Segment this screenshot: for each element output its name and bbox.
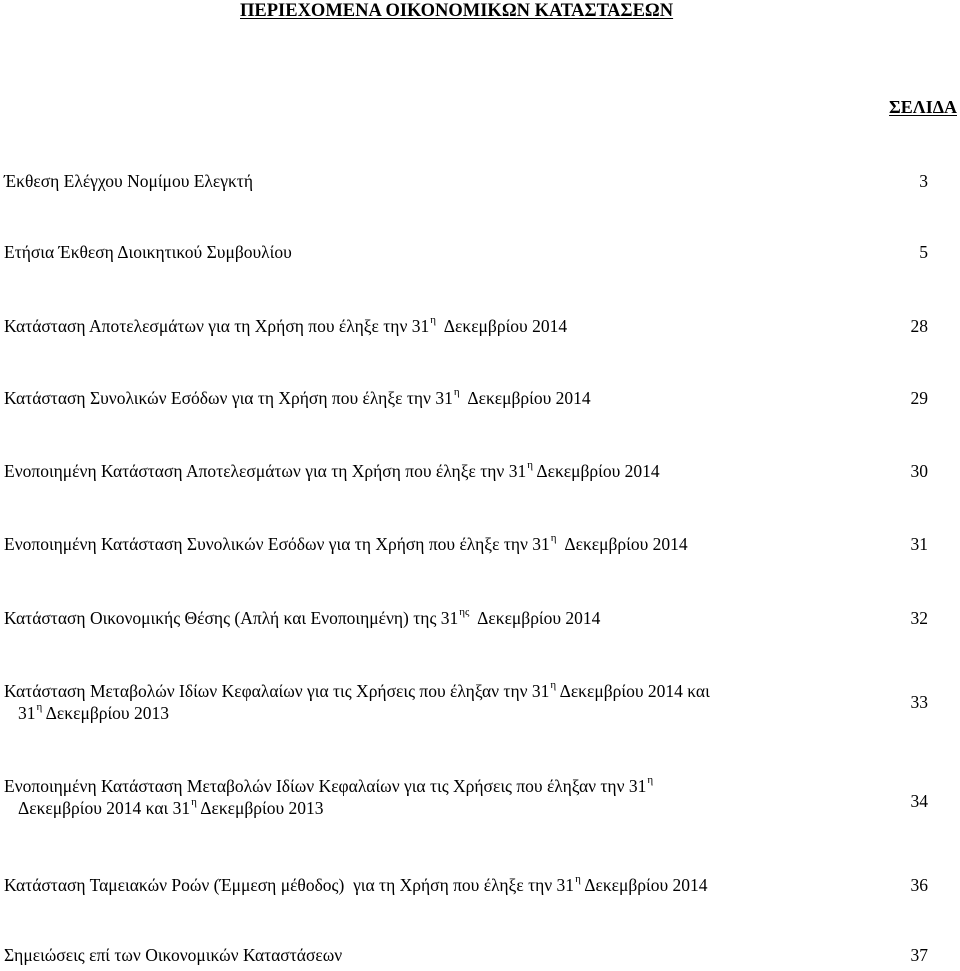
toc-entry-text-line2: Δεκεμβρίου 2014 και 31 [18, 798, 191, 818]
toc-entry-text: Ενοποιημένη Κατάσταση Συνολικών Εσόδων για τη Χρήση που έληξε την 31 [4, 534, 550, 554]
toc-entry-text-suffix: Δεκεμβρίου 2014 [459, 388, 591, 408]
page-column-header: ΣΕΛΙΔΑ [889, 97, 957, 117]
toc-entry-text-suffix: Δεκεμβρίου 2014 [532, 461, 660, 481]
toc-entry-text: Σημειώσεις επί των Οικονομικών Καταστάσεων [4, 945, 343, 965]
toc-entry-text: Ενοποιημένη Κατάσταση Μεταβολών Ιδίων Κεφαλαίων για τις Χρήσεις που έληξαν την 31 [4, 776, 647, 796]
toc-entry-title [4, 533, 874, 555]
page-title: ΠΕΡΙΕΧΟΜΕΝΑ ΟΙΚΟΝΟΜΙΚΩΝ ΚΑΤΑΣΤΑΣΕΩΝ [240, 1, 674, 21]
toc-entry-title [4, 944, 874, 966]
toc-entry-title [4, 387, 874, 409]
toc-entry-text-line2: 31 [18, 703, 36, 723]
toc-entry-text: Κατάσταση Αποτελεσμάτων για τη Χρήση που έληξε την 31 [4, 316, 430, 336]
toc-entry-page-number: 31 [910, 534, 928, 554]
toc-entry-title [4, 775, 874, 819]
toc-entry-text: Ετήσια Έκθεση Διοικητικού Συμβουλίου [4, 242, 292, 262]
toc-entry-title [4, 680, 874, 724]
toc-entry-page-number: 28 [910, 316, 928, 336]
toc-entry-text-suffix: Δεκεμβρίου 2014 [580, 875, 708, 895]
toc-entry-page-number: 5 [919, 242, 928, 262]
toc-entry-text: Κατάσταση Μεταβολών Ιδίων Κεφαλαίων για τις Χρήσεις που έληξαν την 31 [4, 681, 550, 701]
toc-entry-superscript: η [453, 386, 460, 398]
toc-entry-superscript: η [550, 679, 557, 691]
toc-entry-title [4, 460, 874, 482]
toc-entry-title [4, 607, 874, 629]
toc-entry-text-line2-suffix: Δεκεμβρίου 2013 [196, 798, 324, 818]
toc-entry-page-number: 37 [910, 945, 928, 965]
toc-entry-superscript: η [36, 701, 43, 713]
toc-entry-superscript: η [550, 532, 557, 544]
toc-entry-page-number: 34 [910, 791, 928, 811]
toc-entry-page-number: 36 [910, 875, 928, 895]
toc-entry-text: Ενοποιημένη Κατάσταση Αποτελεσμάτων για τη Χρήση που έληξε την 31 [4, 461, 527, 481]
toc-entry-text-suffix: Δεκεμβρίου 2014 [469, 608, 601, 628]
toc-entry-page-number: 32 [910, 608, 928, 628]
toc-entry-superscript: η [191, 796, 197, 808]
toc-entry-superscript: η [575, 873, 581, 885]
toc-entry-page-number: 29 [910, 388, 928, 408]
toc-entry-page-number: 3 [919, 171, 928, 191]
toc-entry-superscript: η [527, 459, 533, 471]
toc-entry-title [4, 170, 874, 192]
toc-entry-text-suffix: Δεκεμβρίου 2014 [556, 534, 688, 554]
toc-entry-page-number: 33 [910, 692, 928, 712]
toc-entry-text: Έκθεση Ελέγχου Νομίμου Ελεγκτή [4, 171, 253, 191]
toc-entry-superscript: ης [459, 606, 470, 618]
toc-entry-text: Κατάσταση Οικονομικής Θέσης (Απλή και Ενοποιημένη) της 31 [4, 608, 459, 628]
toc-entry-superscript: η [647, 774, 654, 786]
toc-entry-title [4, 315, 874, 337]
toc-entry-page-number: 30 [910, 461, 928, 481]
toc-entry-text-suffix: Δεκεμβρίου 2014 και [556, 681, 710, 701]
toc-entry-title [4, 874, 874, 896]
toc-entry-text-line2-suffix: Δεκεμβρίου 2013 [42, 703, 169, 723]
toc-entry-title [4, 241, 874, 263]
toc-entry-text: Κατάσταση Ταμειακών Ροών (Έμμεση μέθοδος) για τη Χρήση που έληξε την 31 [4, 875, 575, 895]
toc-entry-text-suffix: Δεκεμβρίου 2014 [436, 316, 568, 336]
toc-entry-text: Κατάσταση Συνολικών Εσόδων για τη Χρήση που έληξε την 31 [4, 388, 453, 408]
toc-entry-superscript: η [430, 314, 436, 326]
